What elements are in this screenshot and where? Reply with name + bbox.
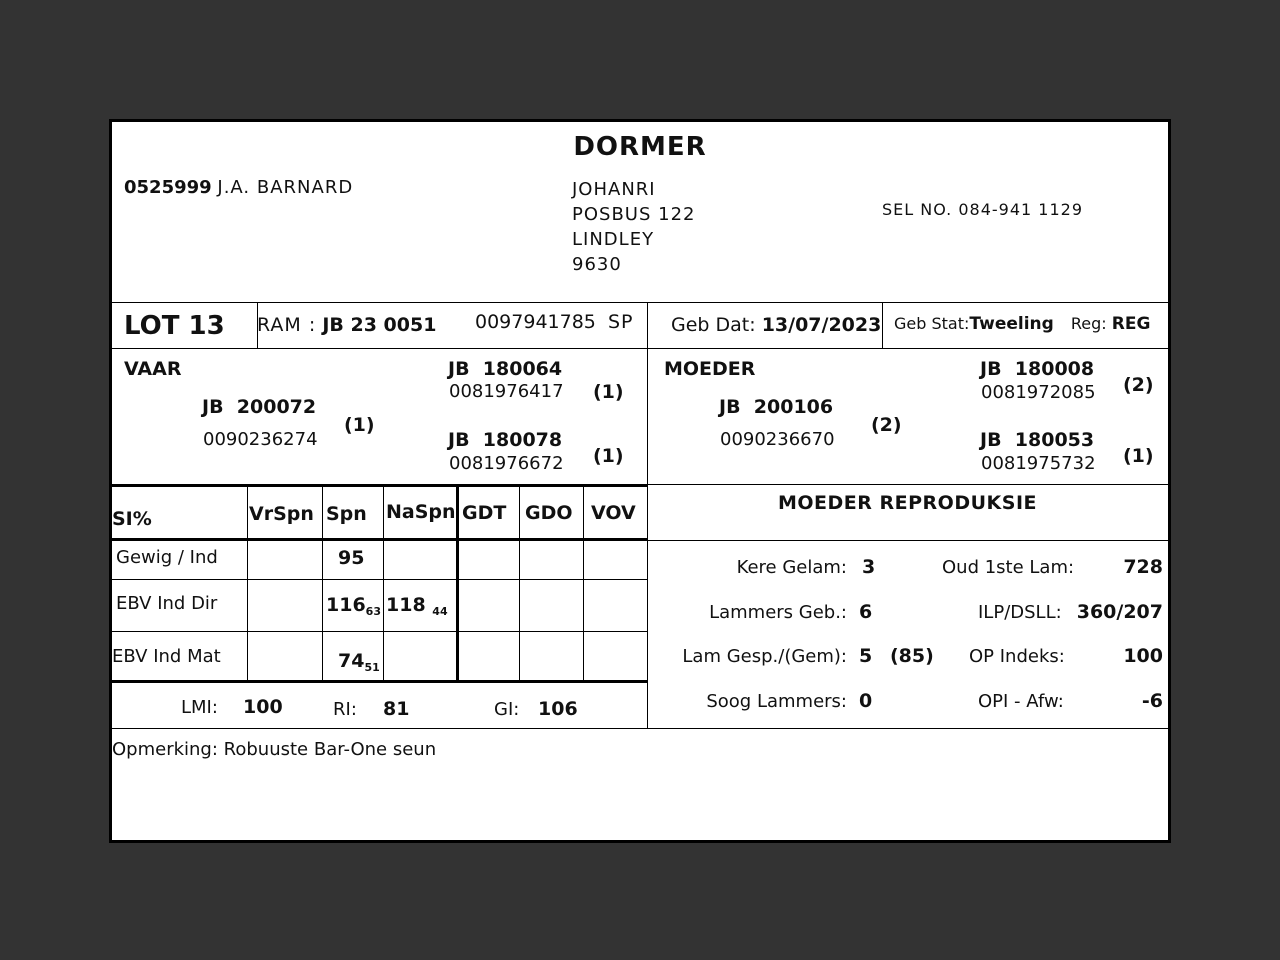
divider xyxy=(112,302,1168,303)
header-gdt: GDT xyxy=(462,502,507,524)
dam-sire-number: 0081972085 xyxy=(981,382,1096,403)
divider xyxy=(247,484,248,683)
sire-dam-id xyxy=(448,429,562,451)
owner-info xyxy=(124,177,353,198)
ram-info xyxy=(257,314,436,336)
soog-value: 0 xyxy=(859,690,873,712)
row-spn xyxy=(326,594,381,618)
lmi-value: 100 xyxy=(243,696,283,718)
birth-stat-label: Geb Stat: xyxy=(894,314,970,333)
address-line-2: POSBUS 122 xyxy=(572,204,696,225)
dam-id-prefix: JB xyxy=(719,396,741,418)
opi-value: -6 xyxy=(1141,690,1163,712)
si-table-bottom xyxy=(112,680,648,683)
ram-number xyxy=(475,311,633,333)
ram-label: RAM : xyxy=(257,314,317,336)
si-table-header-rule xyxy=(112,538,648,541)
sire-id-prefix: JB xyxy=(202,396,224,418)
row-label: EBV Ind Dir xyxy=(116,593,218,614)
header-naspn: NaSpn xyxy=(386,501,456,523)
ram-suffix: SP xyxy=(607,311,634,333)
si-table-divider xyxy=(456,484,459,683)
lot-label xyxy=(124,311,225,341)
birth-date-value: 13/07/2023 xyxy=(761,314,882,336)
ram-id: JB 23 0051 xyxy=(322,314,437,336)
row-spn-value: 116 xyxy=(326,594,366,616)
ram-number-value: 0097941785 xyxy=(475,311,596,333)
kere-gelam-value: 3 xyxy=(862,556,876,578)
sire-heading: VAAR xyxy=(124,358,182,380)
kere-gelam-label: Kere Gelam: xyxy=(736,557,847,578)
divider xyxy=(647,484,1168,485)
address-block xyxy=(572,177,695,277)
divider xyxy=(647,540,1168,541)
owner-code: 0525999 xyxy=(124,177,212,198)
divider xyxy=(112,579,648,580)
row-spn-sub: 51 xyxy=(364,661,380,674)
row-naspn xyxy=(386,594,448,618)
ilp-label: ILP/DSLL: xyxy=(978,602,1062,623)
op-value: 100 xyxy=(1123,645,1163,667)
row-spn: 95 xyxy=(338,547,365,569)
header-spn: Spn xyxy=(326,503,367,525)
dam-sire-value: 180008 xyxy=(1014,358,1095,380)
lam-gesp-gem: (85) xyxy=(890,645,934,667)
dam-id xyxy=(719,396,833,418)
opi-label: OPI - Afw: xyxy=(978,691,1064,712)
dam-dam-count: (1) xyxy=(1123,445,1154,467)
owner-name: J.A. BARNARD xyxy=(217,177,354,198)
sire-dam-number: 0081976672 xyxy=(449,453,564,474)
divider xyxy=(112,728,1168,729)
remark-label: Opmerking: xyxy=(112,739,218,760)
birth-status xyxy=(894,314,1150,334)
oud-value: 728 xyxy=(1123,556,1163,578)
sire-count: (1) xyxy=(344,414,375,436)
sire-sire-count: (1) xyxy=(593,381,624,403)
lam-gesp-value: 5 xyxy=(859,645,873,667)
divider xyxy=(583,484,584,683)
row-spn-value: 74 xyxy=(338,650,365,672)
remark-text: Robuuste Bar-One seun xyxy=(223,739,437,760)
sire-number: 0090236274 xyxy=(203,429,318,450)
reg-label: Reg: xyxy=(1070,314,1107,333)
catalog-card xyxy=(109,119,1171,843)
dam-heading: MOEDER xyxy=(664,358,756,380)
divider xyxy=(322,484,323,683)
sire-sire-id xyxy=(448,358,562,380)
divider xyxy=(383,484,384,683)
row-spn xyxy=(338,650,380,674)
birth-stat-value: Tweeling xyxy=(969,314,1054,334)
address-line-3: LINDLEY xyxy=(572,229,655,250)
divider xyxy=(647,302,648,728)
lot-number: 13 xyxy=(188,311,225,341)
gi-value: 106 xyxy=(538,698,578,720)
divider xyxy=(519,484,520,683)
divider xyxy=(882,302,883,348)
dam-dam-number: 0081975732 xyxy=(981,453,1096,474)
birth-date-label: Geb Dat: xyxy=(671,314,756,336)
sire-sire-prefix: JB xyxy=(448,358,470,380)
si-table-top xyxy=(112,484,648,487)
op-label: OP Indeks: xyxy=(969,646,1065,667)
gi-label: GI: xyxy=(494,699,520,720)
dam-sire-prefix: JB xyxy=(980,358,1002,380)
row-spn-sub: 63 xyxy=(365,605,381,618)
breed-title: DORMER xyxy=(573,132,707,162)
header-vov: VOV xyxy=(591,502,636,524)
header-gdo: GDO xyxy=(525,502,573,524)
dam-dam-id xyxy=(980,429,1094,451)
sire-dam-prefix: JB xyxy=(448,429,470,451)
header-vrspn: VrSpn xyxy=(249,503,314,525)
reg-value: REG xyxy=(1111,314,1151,334)
phone-number: SEL NO. 084-941 1129 xyxy=(882,200,1084,219)
dam-id-value: 200106 xyxy=(753,396,834,418)
dam-dam-prefix: JB xyxy=(980,429,1002,451)
address-line-4: 9630 xyxy=(572,254,622,275)
sire-dam-count: (1) xyxy=(593,445,624,467)
sire-sire-number: 0081976417 xyxy=(449,381,564,402)
row-naspn-value: 118 xyxy=(386,594,426,616)
sire-dam-value: 180078 xyxy=(482,429,563,451)
dam-sire-count: (2) xyxy=(1123,374,1154,396)
sire-id-value: 200072 xyxy=(236,396,317,418)
header-si: SI% xyxy=(112,508,152,530)
dam-sire-id xyxy=(980,358,1094,380)
lot-word: LOT xyxy=(124,311,180,341)
birth-date xyxy=(671,314,881,336)
address-line-1: JOHANRI xyxy=(572,179,656,200)
oud-label: Oud 1ste Lam: xyxy=(942,557,1075,578)
row-label: EBV Ind Mat xyxy=(112,646,221,667)
divider xyxy=(112,631,648,632)
sire-id xyxy=(202,396,316,418)
lammers-geb-label: Lammers Geb.: xyxy=(709,602,847,623)
divider xyxy=(112,348,1168,349)
ilp-value: 360/207 xyxy=(1076,601,1163,623)
ri-label: RI: xyxy=(333,699,357,720)
dam-count: (2) xyxy=(871,414,902,436)
sire-sire-value: 180064 xyxy=(482,358,563,380)
lam-gesp-label: Lam Gesp./(Gem): xyxy=(682,646,847,667)
soog-label: Soog Lammers: xyxy=(706,691,847,712)
remark xyxy=(112,739,436,760)
lmi-label: LMI: xyxy=(181,697,218,718)
lammers-geb-value: 6 xyxy=(859,601,873,623)
ri-value: 81 xyxy=(383,698,410,720)
reproduction-heading: MOEDER REPRODUKSIE xyxy=(777,492,1037,514)
row-label: Gewig / Ind xyxy=(116,547,218,568)
dam-dam-value: 180053 xyxy=(1014,429,1095,451)
dam-number: 0090236670 xyxy=(720,429,835,450)
row-naspn-sub: 44 xyxy=(432,605,448,618)
